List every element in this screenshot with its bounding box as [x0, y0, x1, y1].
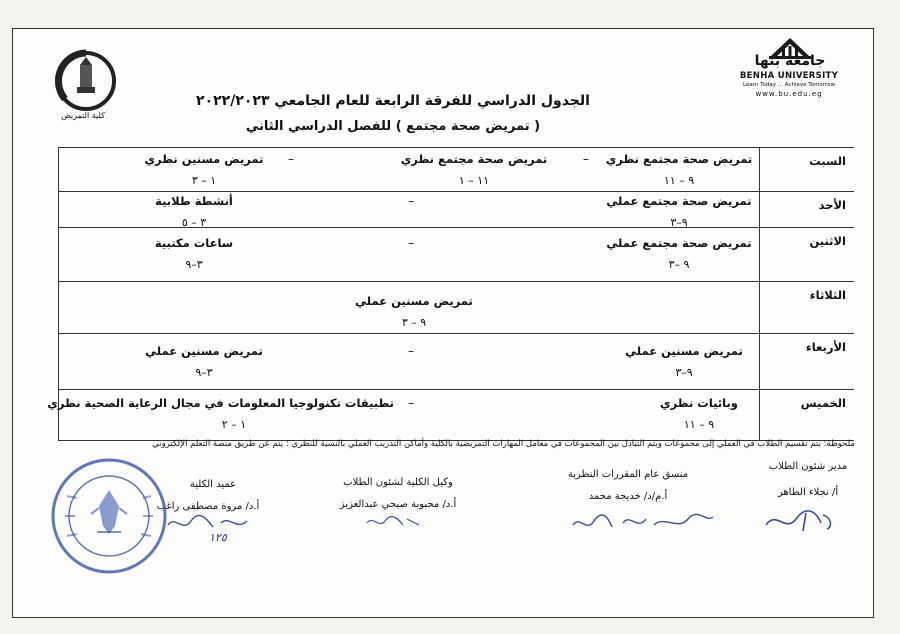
session-cell [144, 152, 264, 187]
session-time: ٩–٣ [670, 216, 688, 229]
day-label: الاثنين [759, 228, 854, 281]
session-cell [47, 396, 394, 431]
schedule-document [12, 28, 874, 618]
session-time: ٣ – ٥ [181, 216, 207, 229]
signatory-title: مدير شئون الطلاب [768, 461, 848, 472]
handwritten-signature [363, 513, 423, 531]
session-time: ٩–٣ [675, 366, 693, 379]
day-label: الثلاثاء [759, 282, 854, 333]
session-cell [604, 152, 754, 187]
official-stamp [47, 454, 171, 578]
session-time: ١ – ٢ [221, 418, 247, 431]
session-cell [614, 344, 754, 379]
footer-note: ملحوظة: يتم تقسيم الطلاب في العملي إلى مجموعات ويتم التبادل بين المجموعات في معامل المهارات التمريضية بالكلية وأماكن التدريب العملي بالنسبة للنظري : يتم عن طريق منصة التعلم الإلكتروني [152, 439, 855, 449]
session-cell [604, 236, 754, 271]
separator-dash: – [408, 194, 414, 208]
session-cell [399, 152, 549, 187]
session-subject: أنشطة طلابية [155, 194, 233, 208]
document-subtitle: ( تمريض صحة مجتمع ) للفصل الدراسي الثاني [245, 119, 541, 134]
session-time: ١١ – ١ [458, 174, 490, 187]
signatory-name: أ.د/ محبوبة صبحي عبدالعزيز [339, 499, 457, 510]
day-label: الخميس [759, 390, 854, 440]
session-cell [644, 396, 754, 431]
session-time: ٩ –٣ [668, 258, 690, 271]
session-cell [334, 294, 494, 329]
session-subject: تمريض صحة مجتمع نظري [400, 152, 548, 166]
handwritten-signature [761, 505, 841, 535]
session-cell [144, 194, 244, 229]
separator-dash: – [408, 396, 414, 410]
schedule-row-tuesday [59, 282, 854, 334]
signatory-name: أ.د/ مروة مصطفى راغب [156, 501, 260, 512]
session-cell [144, 236, 244, 271]
separator-dash: – [408, 236, 414, 250]
university-name-en: BENHA UNIVERSITY [739, 71, 839, 81]
session-subject: تمريض صحة مجتمع عملي [606, 194, 752, 208]
schedule-row-wednesday [59, 334, 854, 390]
separator-dash: – [408, 344, 414, 358]
session-subject: ساعات مكتبية [154, 236, 234, 250]
session-time: ٣–٩ [185, 258, 203, 271]
session-subject: تمريض مسنين عملي [625, 344, 743, 358]
university-tagline: Learn Today ... Achieve Tomorrow [743, 82, 835, 88]
signatory-title: عميد الكلية [189, 479, 237, 490]
schedule-row-saturday [59, 148, 854, 192]
session-subject: وبائيات نظري [660, 396, 738, 410]
session-subject: تمريض مسنين نظري [144, 152, 264, 166]
university-website: www.bu.edu.eg [755, 90, 823, 98]
signatory-name: أ/ نجلاء الطاهر [777, 487, 839, 498]
day-label: الأربعاء [759, 334, 854, 389]
document-title: الجدول الدراسي للفرقة الرابعة للعام الجامعي ٢٠٢٢/٢٠٢٣ [196, 93, 590, 109]
session-time: ٩ – ١١ [683, 418, 715, 431]
session-subject: تمريض صحة مجتمع عملي [606, 236, 752, 250]
signatory-title: وكيل الكلية لشئون الطلاب [343, 477, 453, 488]
session-subject: تطبيقات تكنولوجيا المعلومات في مجال الرعاية الصحية نظري [47, 396, 394, 410]
schedule-row-thursday [47, 390, 854, 440]
session-subject: تمريض مسنين عملي [355, 294, 473, 308]
dean-signature-mark: ١٢٥ [209, 531, 227, 544]
session-subject: تمريض صحة مجتمع نظري [605, 152, 753, 166]
session-time: ٩ – ٣ [401, 316, 427, 329]
separator-dash: – [288, 152, 294, 166]
session-cell [144, 344, 264, 379]
session-time: ٣–٩ [195, 366, 213, 379]
schedule-row-monday [59, 228, 854, 282]
session-time: ١ – ٣ [191, 174, 217, 187]
handwritten-signature [163, 513, 253, 535]
faculty-caption: كلية التمريض [61, 111, 105, 120]
separator-dash: – [583, 152, 589, 166]
session-cell [604, 194, 754, 229]
day-label: الأحد [759, 192, 854, 227]
handwritten-signature [568, 507, 718, 537]
schedule-row-sunday [59, 192, 854, 228]
signatory-title: منسق عام المقررات النظرية [567, 469, 689, 480]
signatory-name: أ.م/د/ خديجة محمد [588, 491, 668, 502]
day-label: السبت [759, 148, 854, 191]
schedule-table [47, 147, 854, 441]
session-subject: تمريض مسنين عملي [145, 344, 263, 358]
university-name-ar: جامعة بنها [754, 53, 826, 69]
session-time: ٩ – ١١ [663, 174, 695, 187]
